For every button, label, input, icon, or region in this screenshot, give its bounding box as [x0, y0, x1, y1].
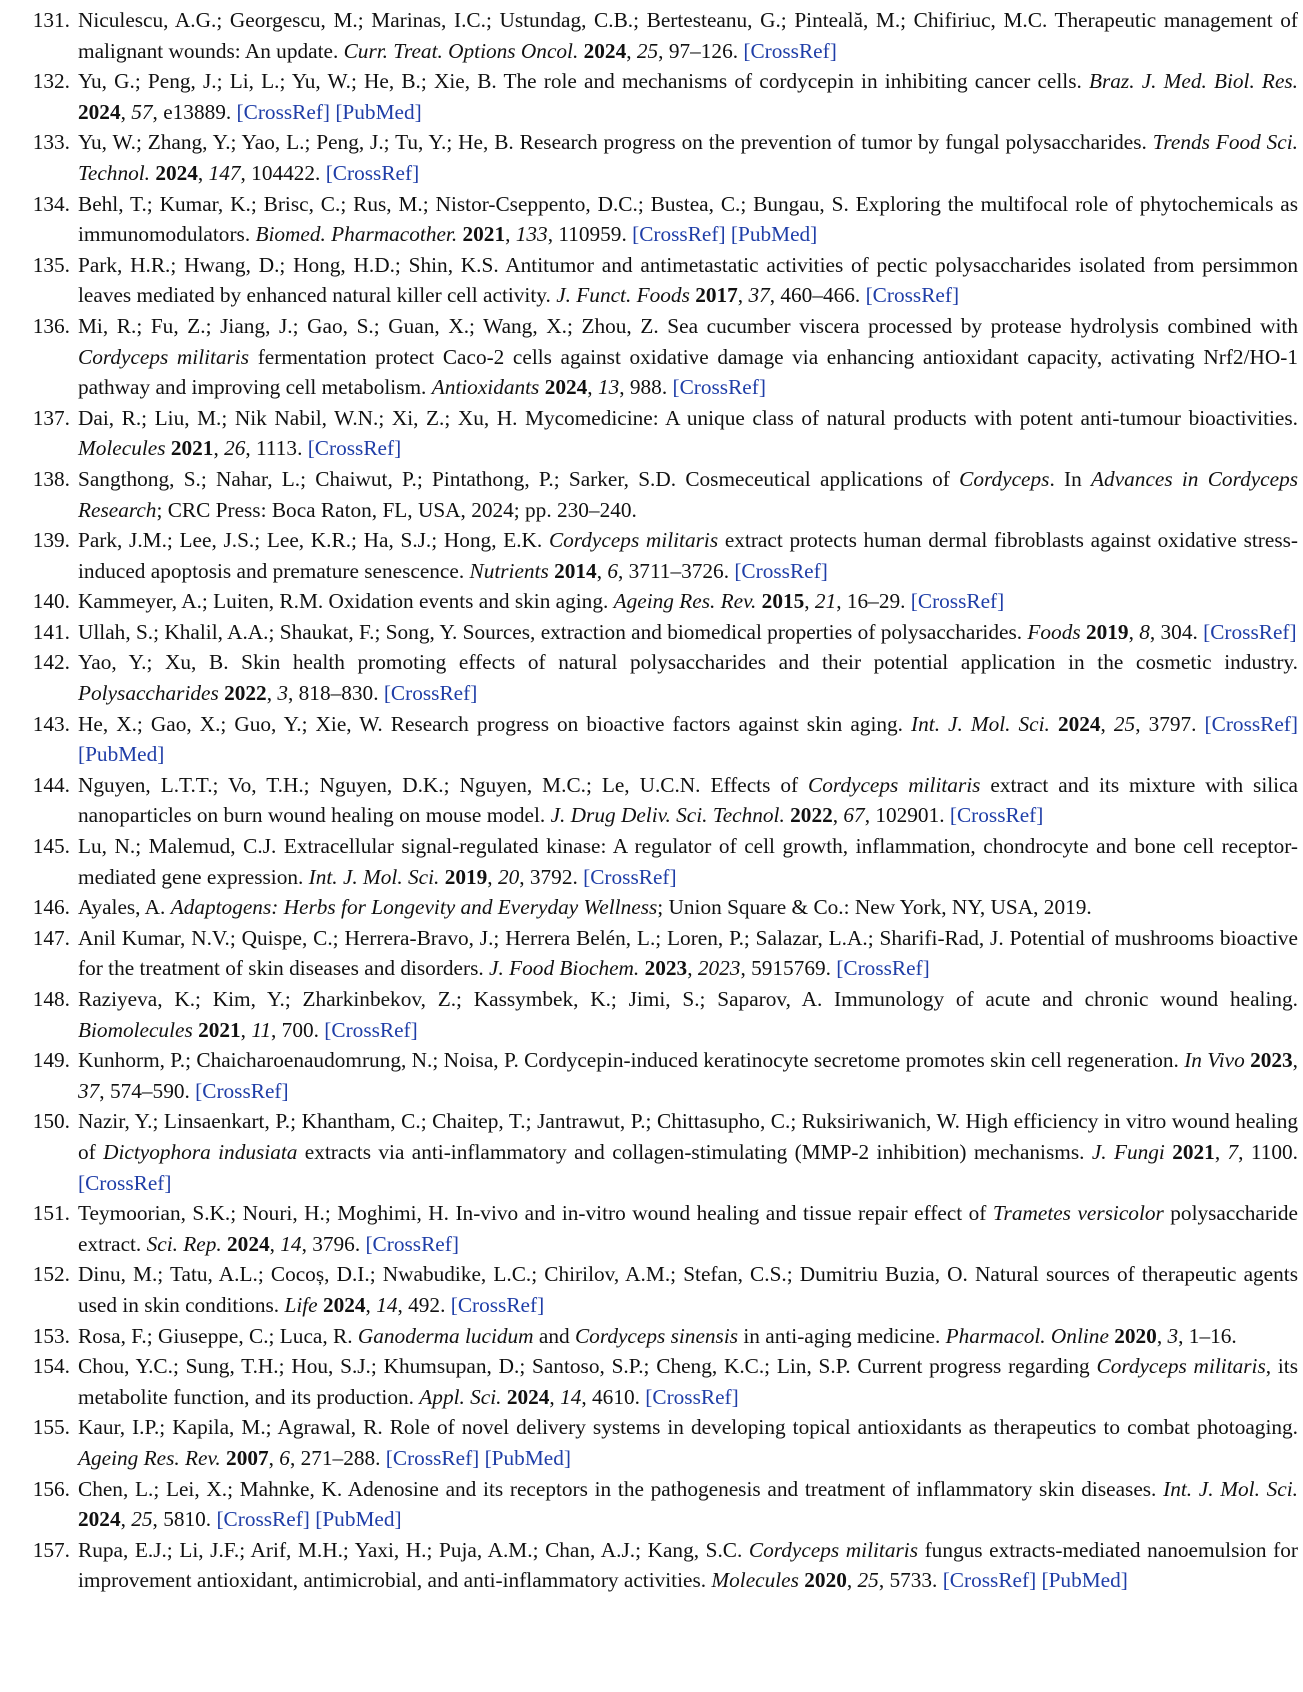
reference-text: Kunhorm, P.; Chaicharoenaudomrung, N.; Noisa, P. Cordycepin-induced keratinocyte secretome promotes skin cell regeneration.: [78, 1048, 1185, 1073]
italic-text: 7: [1227, 1139, 1239, 1164]
pubmed-link[interactable]: [PubMed]: [335, 99, 422, 124]
reference-text: Nguyen, L.T.T.; Vo, T.H.; Nguyen, D.K.; Nguyen, M.C.; Le, U.C.N. Effects of: [78, 772, 809, 797]
reference-item: [32, 1106, 1298, 1198]
italic-text: J. Funct. Foods: [556, 283, 690, 308]
reference-text: , 1100.: [1238, 1139, 1298, 1164]
reference-text: ,: [804, 589, 815, 614]
year-text: 2014: [554, 558, 597, 583]
reference-text: , 3711–3726.: [618, 558, 735, 583]
reference-text: polysaccharide extract.: [78, 1201, 1298, 1256]
reference-number: 135.: [32, 252, 70, 277]
reference-text: ,: [487, 864, 498, 889]
reference-text: Kammeyer, A.; Luiten, R.M. Oxidation events and skin aging.: [78, 589, 614, 614]
reference-text: , 3796.: [301, 1231, 366, 1256]
year-text: 2024: [506, 1384, 550, 1409]
reference-text: , 304.: [1149, 619, 1204, 644]
reference-text: ,: [268, 1445, 280, 1470]
italic-text: 25: [857, 1568, 879, 1593]
reference-text: , 1113.: [245, 436, 308, 461]
year-text: 2022: [224, 681, 267, 706]
italic-text: 21: [814, 589, 837, 614]
reference-item: [32, 250, 1298, 311]
reference-item: [32, 525, 1298, 586]
reference-number: 157.: [32, 1537, 70, 1562]
reference-item: [32, 892, 1298, 923]
italic-text: 26: [224, 436, 246, 461]
italic-text: Braz. J. Med. Biol. Res.: [1088, 69, 1299, 94]
italic-text: Life: [284, 1292, 318, 1317]
reference-number: 156.: [32, 1476, 70, 1501]
reference-text: fermentation protect Caco-2 cells against oxidative damage via enhancing antioxidant capacity, activating Nrf2/HO-1 pathway and improving cell metabolism.: [78, 344, 1298, 400]
crossref-link[interactable]: [CrossRef]: [672, 375, 766, 400]
reference-number: 143.: [32, 711, 70, 736]
italic-text: 6: [279, 1445, 290, 1470]
reference-item: [32, 189, 1298, 250]
italic-text: Nutrients: [469, 558, 549, 583]
reference-number: 144.: [32, 772, 70, 797]
reference-item: [32, 5, 1298, 66]
reference-item: [32, 127, 1298, 188]
italic-text: Polysaccharides: [78, 681, 219, 706]
crossref-link[interactable]: [CrossRef]: [325, 160, 420, 185]
reference-text: Raziyeva, K.; Kim, Y.; Zharkinbekov, Z.; Kassymbek, K.; Jimi, S.; Saparov, A. Immunology of acute and chronic wound healing.: [78, 987, 1298, 1011]
italic-text: Trends Food Sci. Technol.: [78, 130, 1298, 185]
year-text: 2021: [198, 1017, 241, 1042]
italic-text: 8: [1139, 619, 1150, 644]
crossref-link[interactable]: [CrossRef]: [910, 589, 1005, 614]
italic-text: Biomed. Pharmacother.: [255, 222, 458, 247]
reference-text: ; Union Square & Co.: New York, NY, USA, 2019.: [657, 895, 1092, 920]
italic-text: 14: [560, 1384, 582, 1409]
italic-text: Antioxidants: [431, 375, 540, 400]
reference-text: ,: [505, 222, 516, 247]
reference-text: Chou, Y.C.; Sung, T.H.; Hou, S.J.; Khumsupan, D.; Santoso, S.P.; Cheng, K.C.; Lin, S.P. Current progress regarding: [78, 1354, 1097, 1379]
italic-text: 3: [1167, 1323, 1179, 1348]
italic-text: 14: [376, 1292, 398, 1317]
reference-number: 139.: [32, 528, 70, 553]
crossref-link[interactable]: [CrossRef]: [836, 956, 930, 981]
reference-number: 132.: [32, 69, 70, 94]
crossref-link[interactable]: [CrossRef]: [645, 1384, 739, 1409]
italic-text: Ageing Res. Rev.: [613, 589, 757, 614]
reference-number: 140.: [32, 589, 70, 614]
italic-text: J. Drug Deliv. Sci. Technol.: [550, 803, 785, 828]
year-text: 2024: [78, 1507, 121, 1532]
reference-text: Kaur, I.P.; Kapila, M.; Agrawal, R. Role of novel delivery systems in developing topical antioxidants as therapeutics to combat photoaging.: [78, 1415, 1298, 1440]
reference-item: [32, 1321, 1298, 1352]
reference-item: [32, 66, 1299, 127]
reference-text: Nazir, Y.; Linsaenkart, P.; Khantham, C.; Chaitep, T.; Jantrawut, P.; Chittasupho, C.; Ruksiriwanich, W. High efficiency in vitro wound healing of: [78, 1109, 1298, 1164]
reference-number: 148.: [32, 987, 70, 1011]
italic-text: Cordyceps militaris: [748, 1537, 918, 1562]
year-text: 2020: [804, 1568, 847, 1593]
italic-text: Molecules: [78, 436, 166, 461]
reference-text: ,: [1128, 619, 1140, 644]
reference-text: Yu, W.; Zhang, Y.; Yao, L.; Peng, J.; Tu, Y.; He, B. Research progress on the prevention of tumor by fungal polysaccharides.: [78, 130, 1153, 155]
reference-text: , 988.: [619, 375, 673, 400]
crossref-link[interactable]: [CrossRef]: [324, 1017, 418, 1042]
reference-text: Rosa, F.; Giuseppe, C.; Luca, R.: [78, 1323, 358, 1348]
year-text: 2020: [1114, 1323, 1157, 1348]
italic-text: Dictyophora indusiata: [103, 1139, 298, 1164]
italic-text: 133: [515, 222, 548, 247]
reference-text: , 574–590.: [99, 1078, 196, 1103]
reference-text: ,: [120, 99, 132, 124]
crossref-link[interactable]: [CrossRef]: [1203, 619, 1297, 644]
year-text: 2024: [583, 38, 627, 63]
italic-text: Trametes versicolor: [992, 1201, 1164, 1226]
reference-item: [32, 1351, 1298, 1412]
reference-text: , its metabolite function, and its production.: [78, 1354, 1298, 1409]
reference-number: 141.: [32, 619, 70, 644]
crossref-link[interactable]: [CrossRef]: [383, 681, 478, 706]
reference-text: Dinu, M.; Tatu, A.L.; Cocoș, D.I.; Nwabudike, L.C.; Chirilov, A.M.; Stefan, C.S.; Dumitriu Buzia, O. Natural sources of therapeutic agents used in skin conditions.: [78, 1262, 1298, 1317]
crossref-link[interactable]: [CrossRef]: [307, 436, 402, 461]
reference-text: , 5810.: [152, 1507, 217, 1532]
crossref-link[interactable]: [CrossRef]: [195, 1078, 289, 1103]
reference-text: Ullah, S.; Khalil, A.A.; Shaukat, F.; Song, Y. Sources, extraction and biomedical properties of polysaccharides.: [78, 619, 1028, 644]
reference-item: [32, 984, 1298, 1045]
reference-text: ,: [687, 956, 698, 981]
italic-text: 13: [597, 375, 620, 400]
reference-text: Park, J.M.; Lee, J.S.; Lee, K.R.; Ha, S.J.; Hong, E.K.: [78, 528, 549, 553]
year-text: 2021: [170, 436, 214, 461]
italic-text: Int. J. Mol. Sci.: [308, 864, 440, 889]
reference-text: ,: [626, 38, 637, 63]
italic-text: Foods: [1027, 619, 1081, 644]
reference-text: , 492.: [397, 1292, 451, 1317]
reference-text: , 16–29.: [836, 589, 911, 614]
year-text: 2024: [227, 1231, 270, 1256]
reference-number: 145.: [32, 834, 70, 859]
italic-text: Adaptogens: Herbs for Longevity and Everyday Wellness: [170, 895, 658, 920]
crossref-link[interactable]: [CrossRef]: [865, 283, 960, 308]
year-text: 2024: [544, 375, 588, 400]
crossref-link[interactable]: [CrossRef]: [450, 1292, 545, 1317]
pubmed-link[interactable]: [PubMed]: [484, 1445, 571, 1470]
reference-text: . In: [1049, 466, 1092, 491]
crossref-link[interactable]: [CrossRef]: [743, 38, 837, 63]
reference-text: ,: [213, 436, 225, 461]
reference-text: , 460–466.: [769, 283, 866, 308]
reference-item: [32, 770, 1298, 831]
crossref-link[interactable]: [CrossRef]: [236, 99, 331, 124]
crossref-link[interactable]: [CrossRef]: [216, 1507, 310, 1532]
reference-text: extracts via anti-inflammatory and collagen-stimulating (MMP-2 inhibition) mechanisms.: [297, 1139, 1092, 1164]
reference-text: , 818–830.: [288, 681, 384, 706]
reference-text: ,: [266, 681, 278, 706]
italic-text: Biomolecules: [78, 1017, 193, 1042]
italic-text: 67: [843, 803, 865, 828]
reference-item: [32, 1412, 1298, 1473]
italic-text: Sci. Rep.: [146, 1231, 222, 1256]
pubmed-link[interactable]: [PubMed]: [730, 222, 818, 247]
reference-text: , 700.: [271, 1017, 325, 1042]
reference-text: Yao, Y.; Xu, B. Skin health promoting effects of natural polysaccharides and their potential application in the cosmetic industry.: [78, 650, 1298, 675]
crossref-link[interactable]: [CrossRef]: [942, 1568, 1037, 1593]
year-text: 2023: [644, 956, 688, 981]
italic-text: Advances in Cordyceps Research: [78, 466, 1299, 522]
italic-text: Pharmacol. Online: [945, 1323, 1109, 1348]
italic-text: 14: [280, 1231, 302, 1256]
reference-number: 138.: [32, 466, 70, 491]
reference-item: [32, 831, 1298, 892]
crossref-link[interactable]: [CrossRef]: [78, 1170, 172, 1195]
year-text: 2024: [78, 99, 121, 124]
reference-text: ,: [587, 375, 598, 400]
year-text: 2007: [226, 1445, 269, 1470]
reference-text: ,: [240, 1017, 252, 1042]
year-text: 2024: [1057, 711, 1101, 736]
italic-text: J. Fungi: [1091, 1139, 1165, 1164]
reference-text: Chen, L.; Lei, X.; Mahnke, K. Adenosine and its receptors in the pathogenesis and treatment of inflammatory skin diseases.: [78, 1476, 1164, 1501]
italic-text: Ganoderma lucidum: [357, 1323, 534, 1348]
reference-item: [32, 647, 1298, 708]
reference-text: Dai, R.; Liu, M.; Nik Nabil, W.N.; Xi, Z.; Xu, H. Mycomedicine: A unique class of natural products with potent anti-tumour bioactivities.: [78, 405, 1298, 430]
reference-item: [32, 464, 1299, 525]
italic-text: Molecules: [711, 1568, 799, 1593]
reference-text: , e13889.: [152, 99, 237, 124]
reference-text: ,: [1292, 1048, 1298, 1073]
italic-text: 3: [277, 681, 288, 706]
reference-number: 154.: [32, 1354, 70, 1379]
reference-number: 131.: [32, 8, 70, 32]
italic-text: Cordyceps militaris: [1096, 1354, 1266, 1379]
crossref-link[interactable]: [CrossRef]: [734, 558, 828, 583]
reference-text: Behl, T.; Kumar, K.; Brisc, C.; Rus, M.; Nistor-Cseppento, D.C.; Bustea, C.; Bungau, S. Exploring the multifocal role of phytochemicals as immunomodulators.: [78, 191, 1298, 247]
italic-text: Ageing Res. Rev.: [78, 1445, 221, 1470]
reference-text: extract and its mixture with silica nanoparticles on burn wound healing on mouse model.: [78, 772, 1298, 828]
reference-item: [32, 923, 1298, 984]
reference-text: Yu, G.; Peng, J.; Li, L.; Yu, W.; He, B.; Xie, B. The role and mechanisms of cordycepin in inhibiting cancer cells.: [78, 69, 1089, 94]
italic-text: Cordyceps militaris: [78, 344, 250, 369]
pubmed-link[interactable]: [PubMed]: [315, 1507, 402, 1532]
italic-text: 147: [208, 160, 241, 185]
reference-number: 146.: [32, 895, 70, 920]
reference-text: , 4610.: [581, 1384, 646, 1409]
reference-text: , 271–288.: [289, 1445, 386, 1470]
pubmed-link[interactable]: [PubMed]: [78, 742, 165, 767]
italic-text: Cordyceps sinensis: [574, 1323, 739, 1348]
italic-text: Int. J. Mol. Sci.: [911, 711, 1050, 736]
crossref-link[interactable]: [CrossRef]: [1204, 711, 1298, 736]
reference-item: [32, 403, 1298, 464]
year-text: 2021: [1172, 1139, 1215, 1164]
crossref-link[interactable]: [CrossRef]: [583, 864, 677, 889]
reference-text: ; CRC Press: Boca Raton, FL, USA, 2024; pp. 230–240.: [156, 497, 637, 522]
italic-text: 20: [497, 864, 520, 889]
italic-text: Cordyceps militaris: [808, 772, 981, 797]
italic-text: In Vivo: [1184, 1048, 1245, 1073]
italic-text: 25: [636, 38, 659, 63]
reference-number: 150.: [32, 1109, 70, 1134]
year-text: 2015: [761, 589, 805, 614]
year-text: 2019: [444, 864, 488, 889]
reference-text: Mi, R.; Fu, Z.; Jiang, J.; Gao, S.; Guan, X.; Wang, X.; Zhou, Z. Sea cucumber viscera processed by protease hydrolysis combined with: [78, 313, 1298, 338]
reference-text: , 1–16.: [1178, 1323, 1237, 1348]
reference-text: , 110959.: [547, 222, 633, 247]
reference-item: [32, 1259, 1298, 1320]
italic-text: Cordyceps militaris: [548, 528, 719, 553]
italic-text: Int. J. Mol. Sci.: [1163, 1476, 1298, 1501]
year-text: 2024: [322, 1292, 366, 1317]
reference-item: [32, 1535, 1299, 1596]
reference-text: ,: [197, 160, 209, 185]
italic-text: 25: [1113, 711, 1136, 736]
reference-item: [32, 1045, 1298, 1106]
reference-text: in anti-aging medicine.: [738, 1323, 946, 1348]
reference-number: 153.: [32, 1323, 70, 1348]
reference-text: ,: [846, 1568, 858, 1593]
reference-text: , 3797.: [1135, 711, 1205, 736]
italic-text: Cordyceps: [959, 466, 1050, 491]
reference-text: , 102901.: [864, 803, 950, 828]
reference-text: , 5915769.: [740, 956, 837, 981]
reference-text: , 97–126.: [658, 38, 744, 63]
reference-item: [32, 586, 1298, 617]
year-text: 2022: [790, 803, 833, 828]
italic-text: 2023: [697, 956, 741, 981]
reference-number: 147.: [32, 925, 70, 950]
reference-item: [32, 1474, 1298, 1535]
reference-text: Park, H.R.; Hwang, D.; Hong, H.D.; Shin, K.S. Antitumor and antimetastatic activities of pectic polysaccharides isolated from persimmon leaves mediated by enhanced natural killer cell activity.: [78, 252, 1298, 308]
crossref-link[interactable]: [CrossRef]: [385, 1445, 480, 1470]
reference-text: ,: [269, 1231, 281, 1256]
reference-text: [1050, 712, 1058, 736]
italic-text: Curr. Treat. Options Oncol.: [343, 38, 579, 63]
reference-item: [32, 1198, 1298, 1259]
reference-text: and: [533, 1323, 575, 1348]
reference-item: [32, 311, 1298, 403]
reference-text: extract protects human dermal fibroblasts against oxidative stress-induced apoptosis and premature senescence.: [78, 528, 1298, 583]
reference-text: ,: [365, 1292, 377, 1317]
italic-text: 6: [607, 558, 618, 583]
reference-number: 136.: [32, 313, 70, 338]
italic-text: Appl. Sci.: [419, 1384, 502, 1409]
reference-number: 149.: [32, 1048, 70, 1073]
reference-text: , 3792.: [519, 864, 584, 889]
reference-text: , 5733.: [878, 1568, 943, 1593]
reference-text: ,: [832, 803, 844, 828]
reference-text: ,: [1214, 1139, 1228, 1164]
reference-text: ,: [737, 283, 749, 308]
reference-text: ,: [549, 1384, 561, 1409]
reference-text: ,: [1156, 1323, 1168, 1348]
italic-text: 37: [78, 1078, 100, 1103]
reference-text: He, X.; Gao, X.; Guo, Y.; Xie, W. Research progress on bioactive factors against skin aging.: [78, 711, 912, 736]
year-text: 2019: [1085, 619, 1129, 644]
crossref-link[interactable]: [CrossRef]: [365, 1231, 459, 1256]
reference-number: 133.: [32, 130, 70, 155]
reference-text: Teymoorian, S.K.; Nouri, H.; Moghimi, H. In-vivo and in-vitro wound healing and tissue repair effect of: [78, 1201, 993, 1226]
reference-text: Lu, N.; Malemud, C.J. Extracellular signal-regulated kinase: A regulator of cell growth, inflammation, chondrocyte and bone cell receptor-mediated gene expression.: [78, 834, 1298, 889]
reference-text: Niculescu, A.G.; Georgescu, M.; Marinas, I.C.; Ustundag, C.B.; Bertesteanu, G.; Pinteală, M.; Chifiriuc, M.C. Therapeutic management of malignant wounds: An update.: [78, 8, 1298, 63]
year-text: 2021: [462, 222, 506, 247]
reference-number: 134.: [32, 191, 70, 216]
reference-text: ,: [1100, 711, 1114, 736]
reference-number: 142.: [32, 650, 70, 675]
reference-text: ,: [120, 1507, 132, 1532]
year-text: 2023: [1250, 1048, 1293, 1073]
reference-text: ,: [596, 558, 608, 583]
reference-text: Rupa, E.J.; Li, J.F.; Arif, M.H.; Yaxi, H.; Puja, A.M.; Chan, A.J.; Kang, S.C.: [78, 1537, 749, 1562]
italic-text: 37: [748, 283, 770, 308]
reference-text: Ayales, A.: [78, 895, 171, 920]
reference-item: [32, 709, 1298, 770]
reference-number: 151.: [32, 1201, 70, 1226]
italic-text: 57: [131, 99, 153, 124]
reference-text: , 104422.: [240, 160, 326, 185]
year-text: 2017: [695, 283, 738, 308]
italic-text: 11: [251, 1017, 272, 1042]
reference-text: Anil Kumar, N.V.; Quispe, C.; Herrera-Bravo, J.; Herrera Belén, L.; Loren, P.; Salazar, L.A.; Sharifi-Rad, J. Potential of mushrooms bioactive for the treatment of skin diseases and disorders.: [78, 925, 1298, 981]
reference-text: Sangthong, S.; Nahar, L.; Chaiwut, P.; Pintathong, P.; Sarker, S.D. Cosmeceutical applications of: [78, 466, 960, 491]
crossref-link[interactable]: [CrossRef]: [949, 803, 1044, 828]
reference-item: [32, 617, 1298, 648]
crossref-link[interactable]: [CrossRef]: [632, 222, 726, 247]
italic-text: J. Food Biochem.: [489, 956, 640, 981]
year-text: 2024: [155, 160, 198, 185]
reference-number: 152.: [32, 1262, 70, 1287]
reference-text: fungus extracts-mediated nanoemulsion for improvement antioxidant, antimicrobial, and anti-inflammatory activities.: [78, 1537, 1299, 1593]
reference-number: 155.: [32, 1415, 70, 1440]
pubmed-link[interactable]: [PubMed]: [1041, 1568, 1128, 1593]
reference-number: 137.: [32, 405, 70, 430]
italic-text: 25: [131, 1507, 153, 1532]
